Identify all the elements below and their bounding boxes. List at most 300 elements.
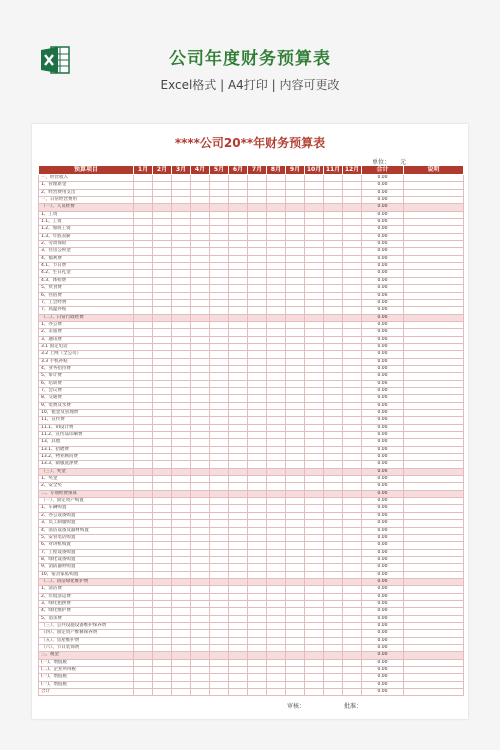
- month-cell[interactable]: [153, 343, 172, 350]
- month-cell[interactable]: [172, 387, 191, 394]
- month-cell[interactable]: [286, 446, 305, 453]
- month-cell[interactable]: [324, 622, 343, 629]
- month-cell[interactable]: [248, 197, 267, 204]
- month-cell[interactable]: [248, 410, 267, 417]
- month-cell[interactable]: [343, 637, 362, 644]
- month-cell[interactable]: [153, 674, 172, 681]
- month-cell[interactable]: [305, 255, 324, 262]
- month-cell[interactable]: [324, 645, 343, 652]
- month-cell[interactable]: [305, 336, 324, 343]
- month-cell[interactable]: [172, 373, 191, 380]
- month-cell[interactable]: [210, 358, 229, 365]
- note-cell[interactable]: [404, 652, 464, 659]
- month-cell[interactable]: [191, 189, 210, 196]
- month-cell[interactable]: [305, 410, 324, 417]
- month-cell[interactable]: [324, 365, 343, 372]
- note-cell[interactable]: [404, 432, 464, 439]
- month-cell[interactable]: [343, 461, 362, 468]
- month-cell[interactable]: [172, 292, 191, 299]
- month-cell[interactable]: [286, 645, 305, 652]
- month-cell[interactable]: [229, 652, 248, 659]
- month-cell[interactable]: [305, 343, 324, 350]
- month-cell[interactable]: [210, 219, 229, 226]
- month-cell[interactable]: [324, 542, 343, 549]
- month-cell[interactable]: [153, 233, 172, 240]
- month-cell[interactable]: [153, 395, 172, 402]
- month-cell[interactable]: [286, 226, 305, 233]
- month-cell[interactable]: [172, 667, 191, 674]
- month-cell[interactable]: [305, 667, 324, 674]
- month-cell[interactable]: [248, 608, 267, 615]
- month-cell[interactable]: [191, 285, 210, 292]
- month-cell[interactable]: [267, 358, 286, 365]
- month-cell[interactable]: [134, 520, 153, 527]
- note-cell[interactable]: [404, 241, 464, 248]
- month-cell[interactable]: [286, 578, 305, 585]
- month-cell[interactable]: [286, 365, 305, 372]
- month-cell[interactable]: [286, 351, 305, 358]
- month-cell[interactable]: [305, 197, 324, 204]
- month-cell[interactable]: [343, 329, 362, 336]
- month-cell[interactable]: [248, 233, 267, 240]
- month-cell[interactable]: [210, 542, 229, 549]
- month-cell[interactable]: [153, 586, 172, 593]
- month-cell[interactable]: [172, 498, 191, 505]
- month-cell[interactable]: [286, 182, 305, 189]
- month-cell[interactable]: [305, 402, 324, 409]
- month-cell[interactable]: [267, 402, 286, 409]
- note-cell[interactable]: [404, 314, 464, 321]
- month-cell[interactable]: [229, 226, 248, 233]
- month-cell[interactable]: [324, 564, 343, 571]
- month-cell[interactable]: [305, 204, 324, 211]
- month-cell[interactable]: [172, 175, 191, 182]
- month-cell[interactable]: [267, 380, 286, 387]
- month-cell[interactable]: [191, 410, 210, 417]
- note-cell[interactable]: [404, 380, 464, 387]
- month-cell[interactable]: [248, 182, 267, 189]
- month-cell[interactable]: [229, 248, 248, 255]
- month-cell[interactable]: [267, 343, 286, 350]
- month-cell[interactable]: [267, 622, 286, 629]
- month-cell[interactable]: [324, 652, 343, 659]
- month-cell[interactable]: [267, 534, 286, 541]
- month-cell[interactable]: [286, 432, 305, 439]
- month-cell[interactable]: [191, 586, 210, 593]
- month-cell[interactable]: [324, 351, 343, 358]
- month-cell[interactable]: [324, 292, 343, 299]
- month-cell[interactable]: [343, 476, 362, 483]
- month-cell[interactable]: [191, 652, 210, 659]
- month-cell[interactable]: [210, 630, 229, 637]
- month-cell[interactable]: [286, 534, 305, 541]
- month-cell[interactable]: [134, 329, 153, 336]
- month-cell[interactable]: [172, 197, 191, 204]
- month-cell[interactable]: [267, 667, 286, 674]
- month-cell[interactable]: [267, 681, 286, 688]
- month-cell[interactable]: [305, 307, 324, 314]
- note-cell[interactable]: [404, 689, 464, 696]
- month-cell[interactable]: [229, 468, 248, 475]
- month-cell[interactable]: [324, 461, 343, 468]
- month-cell[interactable]: [267, 446, 286, 453]
- month-cell[interactable]: [229, 527, 248, 534]
- month-cell[interactable]: [134, 307, 153, 314]
- note-cell[interactable]: [404, 454, 464, 461]
- month-cell[interactable]: [286, 564, 305, 571]
- month-cell[interactable]: [248, 637, 267, 644]
- month-cell[interactable]: [305, 542, 324, 549]
- month-cell[interactable]: [248, 387, 267, 394]
- note-cell[interactable]: [404, 263, 464, 270]
- month-cell[interactable]: [267, 226, 286, 233]
- month-cell[interactable]: [229, 387, 248, 394]
- month-cell[interactable]: [267, 175, 286, 182]
- month-cell[interactable]: [267, 417, 286, 424]
- note-cell[interactable]: [404, 608, 464, 615]
- month-cell[interactable]: [229, 255, 248, 262]
- month-cell[interactable]: [305, 219, 324, 226]
- month-cell[interactable]: [343, 219, 362, 226]
- note-cell[interactable]: [404, 365, 464, 372]
- month-cell[interactable]: [134, 299, 153, 306]
- month-cell[interactable]: [134, 505, 153, 512]
- month-cell[interactable]: [153, 417, 172, 424]
- month-cell[interactable]: [134, 674, 153, 681]
- month-cell[interactable]: [248, 593, 267, 600]
- month-cell[interactable]: [305, 578, 324, 585]
- month-cell[interactable]: [153, 549, 172, 556]
- month-cell[interactable]: [134, 358, 153, 365]
- month-cell[interactable]: [324, 241, 343, 248]
- month-cell[interactable]: [286, 622, 305, 629]
- month-cell[interactable]: [210, 233, 229, 240]
- month-cell[interactable]: [343, 645, 362, 652]
- month-cell[interactable]: [229, 689, 248, 696]
- month-cell[interactable]: [191, 307, 210, 314]
- month-cell[interactable]: [324, 197, 343, 204]
- month-cell[interactable]: [191, 578, 210, 585]
- month-cell[interactable]: [172, 600, 191, 607]
- month-cell[interactable]: [229, 578, 248, 585]
- note-cell[interactable]: [404, 637, 464, 644]
- month-cell[interactable]: [305, 490, 324, 497]
- note-cell[interactable]: [404, 197, 464, 204]
- month-cell[interactable]: [134, 182, 153, 189]
- month-cell[interactable]: [305, 571, 324, 578]
- month-cell[interactable]: [305, 292, 324, 299]
- month-cell[interactable]: [229, 659, 248, 666]
- month-cell[interactable]: [248, 578, 267, 585]
- month-cell[interactable]: [286, 689, 305, 696]
- month-cell[interactable]: [134, 380, 153, 387]
- month-cell[interactable]: [305, 189, 324, 196]
- month-cell[interactable]: [191, 659, 210, 666]
- month-cell[interactable]: [324, 299, 343, 306]
- month-cell[interactable]: [191, 417, 210, 424]
- note-cell[interactable]: [404, 285, 464, 292]
- month-cell[interactable]: [343, 674, 362, 681]
- month-cell[interactable]: [343, 432, 362, 439]
- month-cell[interactable]: [248, 542, 267, 549]
- month-cell[interactable]: [286, 329, 305, 336]
- month-cell[interactable]: [191, 439, 210, 446]
- month-cell[interactable]: [267, 299, 286, 306]
- month-cell[interactable]: [134, 402, 153, 409]
- month-cell[interactable]: [191, 270, 210, 277]
- month-cell[interactable]: [229, 600, 248, 607]
- month-cell[interactable]: [305, 454, 324, 461]
- month-cell[interactable]: [343, 556, 362, 563]
- month-cell[interactable]: [324, 667, 343, 674]
- month-cell[interactable]: [248, 674, 267, 681]
- month-cell[interactable]: [134, 314, 153, 321]
- month-cell[interactable]: [172, 277, 191, 284]
- month-cell[interactable]: [305, 512, 324, 519]
- month-cell[interactable]: [248, 534, 267, 541]
- month-cell[interactable]: [286, 395, 305, 402]
- month-cell[interactable]: [286, 270, 305, 277]
- month-cell[interactable]: [172, 652, 191, 659]
- month-cell[interactable]: [191, 468, 210, 475]
- month-cell[interactable]: [305, 365, 324, 372]
- month-cell[interactable]: [343, 351, 362, 358]
- month-cell[interactable]: [248, 365, 267, 372]
- month-cell[interactable]: [153, 608, 172, 615]
- month-cell[interactable]: [172, 534, 191, 541]
- month-cell[interactable]: [191, 175, 210, 182]
- month-cell[interactable]: [229, 358, 248, 365]
- month-cell[interactable]: [172, 439, 191, 446]
- month-cell[interactable]: [153, 255, 172, 262]
- month-cell[interactable]: [267, 387, 286, 394]
- month-cell[interactable]: [267, 241, 286, 248]
- note-cell[interactable]: [404, 667, 464, 674]
- month-cell[interactable]: [153, 571, 172, 578]
- month-cell[interactable]: [343, 336, 362, 343]
- month-cell[interactable]: [267, 659, 286, 666]
- month-cell[interactable]: [153, 226, 172, 233]
- month-cell[interactable]: [191, 593, 210, 600]
- month-cell[interactable]: [153, 285, 172, 292]
- month-cell[interactable]: [191, 358, 210, 365]
- month-cell[interactable]: [324, 586, 343, 593]
- month-cell[interactable]: [210, 432, 229, 439]
- month-cell[interactable]: [229, 277, 248, 284]
- note-cell[interactable]: [404, 542, 464, 549]
- month-cell[interactable]: [248, 645, 267, 652]
- month-cell[interactable]: [172, 241, 191, 248]
- month-cell[interactable]: [343, 586, 362, 593]
- note-cell[interactable]: [404, 343, 464, 350]
- month-cell[interactable]: [267, 329, 286, 336]
- month-cell[interactable]: [153, 667, 172, 674]
- month-cell[interactable]: [134, 454, 153, 461]
- month-cell[interactable]: [153, 556, 172, 563]
- month-cell[interactable]: [229, 454, 248, 461]
- month-cell[interactable]: [248, 454, 267, 461]
- month-cell[interactable]: [286, 439, 305, 446]
- month-cell[interactable]: [191, 527, 210, 534]
- month-cell[interactable]: [343, 549, 362, 556]
- month-cell[interactable]: [286, 586, 305, 593]
- month-cell[interactable]: [229, 329, 248, 336]
- month-cell[interactable]: [248, 329, 267, 336]
- month-cell[interactable]: [229, 542, 248, 549]
- month-cell[interactable]: [153, 277, 172, 284]
- month-cell[interactable]: [172, 263, 191, 270]
- month-cell[interactable]: [267, 395, 286, 402]
- month-cell[interactable]: [324, 233, 343, 240]
- month-cell[interactable]: [267, 586, 286, 593]
- month-cell[interactable]: [153, 468, 172, 475]
- month-cell[interactable]: [172, 461, 191, 468]
- month-cell[interactable]: [248, 219, 267, 226]
- month-cell[interactable]: [324, 659, 343, 666]
- month-cell[interactable]: [248, 175, 267, 182]
- month-cell[interactable]: [229, 204, 248, 211]
- month-cell[interactable]: [324, 358, 343, 365]
- month-cell[interactable]: [172, 233, 191, 240]
- month-cell[interactable]: [210, 549, 229, 556]
- month-cell[interactable]: [153, 542, 172, 549]
- month-cell[interactable]: [153, 248, 172, 255]
- month-cell[interactable]: [267, 564, 286, 571]
- month-cell[interactable]: [191, 461, 210, 468]
- month-cell[interactable]: [229, 461, 248, 468]
- month-cell[interactable]: [153, 189, 172, 196]
- month-cell[interactable]: [248, 424, 267, 431]
- month-cell[interactable]: [248, 681, 267, 688]
- month-cell[interactable]: [267, 645, 286, 652]
- month-cell[interactable]: [153, 270, 172, 277]
- month-cell[interactable]: [305, 476, 324, 483]
- month-cell[interactable]: [343, 226, 362, 233]
- month-cell[interactable]: [286, 233, 305, 240]
- month-cell[interactable]: [286, 681, 305, 688]
- month-cell[interactable]: [343, 241, 362, 248]
- month-cell[interactable]: [248, 652, 267, 659]
- month-cell[interactable]: [191, 380, 210, 387]
- note-cell[interactable]: [404, 512, 464, 519]
- month-cell[interactable]: [286, 410, 305, 417]
- month-cell[interactable]: [286, 197, 305, 204]
- month-cell[interactable]: [229, 263, 248, 270]
- month-cell[interactable]: [172, 270, 191, 277]
- month-cell[interactable]: [305, 556, 324, 563]
- month-cell[interactable]: [172, 556, 191, 563]
- note-cell[interactable]: [404, 520, 464, 527]
- month-cell[interactable]: [210, 520, 229, 527]
- note-cell[interactable]: [404, 417, 464, 424]
- month-cell[interactable]: [248, 402, 267, 409]
- month-cell[interactable]: [172, 593, 191, 600]
- month-cell[interactable]: [153, 358, 172, 365]
- note-cell[interactable]: [404, 255, 464, 262]
- month-cell[interactable]: [248, 527, 267, 534]
- month-cell[interactable]: [134, 622, 153, 629]
- month-cell[interactable]: [267, 542, 286, 549]
- note-cell[interactable]: [404, 505, 464, 512]
- month-cell[interactable]: [248, 600, 267, 607]
- month-cell[interactable]: [229, 667, 248, 674]
- month-cell[interactable]: [134, 226, 153, 233]
- month-cell[interactable]: [305, 395, 324, 402]
- month-cell[interactable]: [134, 549, 153, 556]
- month-cell[interactable]: [248, 659, 267, 666]
- month-cell[interactable]: [267, 424, 286, 431]
- note-cell[interactable]: [404, 226, 464, 233]
- month-cell[interactable]: [305, 534, 324, 541]
- month-cell[interactable]: [324, 600, 343, 607]
- month-cell[interactable]: [248, 204, 267, 211]
- month-cell[interactable]: [191, 556, 210, 563]
- note-cell[interactable]: [404, 527, 464, 534]
- month-cell[interactable]: [153, 593, 172, 600]
- month-cell[interactable]: [267, 365, 286, 372]
- month-cell[interactable]: [267, 432, 286, 439]
- month-cell[interactable]: [134, 512, 153, 519]
- month-cell[interactable]: [191, 432, 210, 439]
- month-cell[interactable]: [153, 490, 172, 497]
- month-cell[interactable]: [343, 593, 362, 600]
- month-cell[interactable]: [210, 667, 229, 674]
- note-cell[interactable]: [404, 564, 464, 571]
- month-cell[interactable]: [134, 645, 153, 652]
- note-cell[interactable]: [404, 307, 464, 314]
- month-cell[interactable]: [229, 211, 248, 218]
- month-cell[interactable]: [172, 365, 191, 372]
- month-cell[interactable]: [210, 189, 229, 196]
- month-cell[interactable]: [191, 336, 210, 343]
- month-cell[interactable]: [305, 417, 324, 424]
- month-cell[interactable]: [191, 520, 210, 527]
- month-cell[interactable]: [248, 255, 267, 262]
- month-cell[interactable]: [267, 578, 286, 585]
- month-cell[interactable]: [153, 336, 172, 343]
- month-cell[interactable]: [343, 373, 362, 380]
- month-cell[interactable]: [210, 329, 229, 336]
- note-cell[interactable]: [404, 439, 464, 446]
- month-cell[interactable]: [153, 564, 172, 571]
- note-cell[interactable]: [404, 586, 464, 593]
- month-cell[interactable]: [191, 219, 210, 226]
- note-cell[interactable]: [404, 299, 464, 306]
- month-cell[interactable]: [305, 329, 324, 336]
- month-cell[interactable]: [191, 476, 210, 483]
- month-cell[interactable]: [343, 175, 362, 182]
- month-cell[interactable]: [134, 461, 153, 468]
- month-cell[interactable]: [153, 329, 172, 336]
- month-cell[interactable]: [134, 241, 153, 248]
- month-cell[interactable]: [134, 476, 153, 483]
- month-cell[interactable]: [229, 189, 248, 196]
- month-cell[interactable]: [191, 387, 210, 394]
- month-cell[interactable]: [305, 689, 324, 696]
- month-cell[interactable]: [343, 343, 362, 350]
- month-cell[interactable]: [267, 593, 286, 600]
- note-cell[interactable]: [404, 483, 464, 490]
- month-cell[interactable]: [134, 270, 153, 277]
- month-cell[interactable]: [191, 424, 210, 431]
- month-cell[interactable]: [229, 505, 248, 512]
- note-cell[interactable]: [404, 600, 464, 607]
- month-cell[interactable]: [305, 263, 324, 270]
- month-cell[interactable]: [286, 542, 305, 549]
- month-cell[interactable]: [305, 483, 324, 490]
- month-cell[interactable]: [305, 659, 324, 666]
- month-cell[interactable]: [210, 211, 229, 218]
